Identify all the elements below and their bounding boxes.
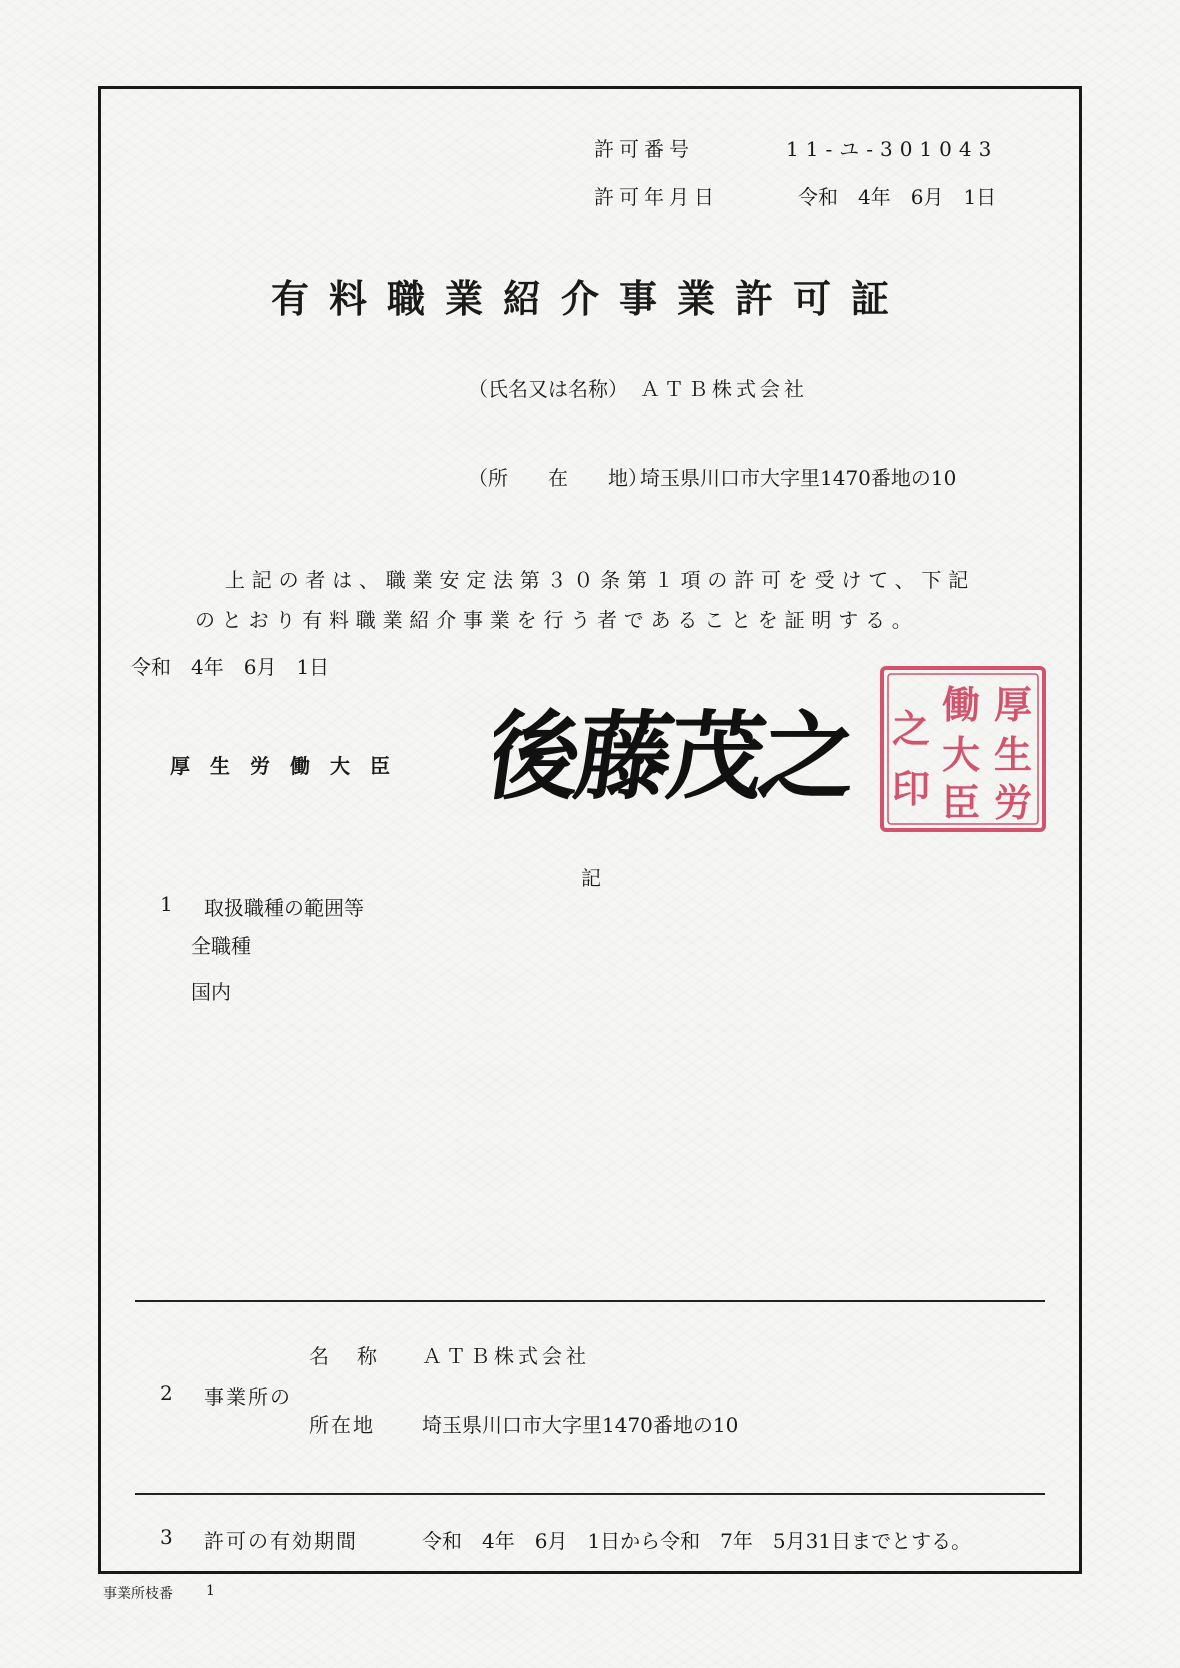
section-2-number: 2: [160, 1381, 173, 1405]
body-text-line-1: 上記の者は、職業安定法第３０条第１項の許可を受けて、下記: [225, 568, 975, 592]
svg-text:之: 之: [892, 706, 931, 751]
holder-address-label: （所 在 地）: [468, 466, 648, 490]
section-3-number: 3: [160, 1525, 173, 1549]
section-2-address-value: 埼玉県川口市大字里1470番地の10: [422, 1413, 739, 1437]
permit-date-label: 許可年月日: [594, 185, 719, 209]
section-3-value: 令和 4年 6月 1日から令和 7年 5月31日までとする。: [422, 1529, 972, 1553]
body-text-line-2: のとおり有料職業紹介事業を行う者であることを証明する。: [195, 608, 919, 632]
minister-signature: [494, 690, 864, 824]
svg-text:臣: 臣: [942, 780, 981, 825]
certificate-title: 有料職業紹介事業許可証: [270, 277, 909, 321]
section-1-number: 1: [160, 892, 173, 916]
svg-text:印: 印: [892, 766, 931, 811]
signature-text: 後藤茂之: [494, 699, 861, 813]
ki-marker: 記: [581, 866, 601, 890]
section-2-name-value: ＡＴＢ株式会社: [422, 1344, 590, 1368]
holder-name-label: （氏名又は名称）: [468, 377, 628, 401]
divider-line: [135, 1493, 1045, 1495]
section-2-heading: 事業所の: [204, 1385, 292, 1409]
holder-name-value: ＡＴＢ株式会社: [640, 377, 808, 401]
section-1-heading: 取扱職種の範囲等: [204, 896, 364, 920]
svg-text:労: 労: [994, 780, 1033, 825]
section-2-name-label: 名 称: [309, 1344, 381, 1368]
branch-number-value: 1: [206, 1583, 215, 1599]
permit-number-label: 許可番号: [594, 137, 694, 161]
permit-number-value: 11-ユ-301043: [786, 137, 999, 161]
branch-number-label: 事業所枝番: [103, 1586, 173, 1602]
section-2-address-label: 所在地: [309, 1413, 375, 1437]
svg-text:生: 生: [994, 732, 1033, 777]
holder-address-value: 埼玉県川口市大字里1470番地の10: [640, 466, 957, 490]
divider-line: [135, 1300, 1045, 1302]
section-3-heading: 許可の有効期間: [204, 1529, 358, 1553]
permit-date-value: 令和 4年 6月 1日: [798, 185, 997, 209]
section-1-item-scope: 国内: [191, 980, 231, 1004]
official-seal: [876, 662, 1050, 840]
section-1-item-occupations: 全職種: [191, 934, 251, 958]
svg-text:働: 働: [942, 682, 981, 727]
svg-text:大: 大: [942, 732, 981, 777]
issue-date: 令和 4年 6月 1日: [131, 655, 330, 679]
svg-text:厚: 厚: [994, 682, 1033, 727]
minister-title: 厚 生 労 働 大 臣: [170, 754, 390, 778]
